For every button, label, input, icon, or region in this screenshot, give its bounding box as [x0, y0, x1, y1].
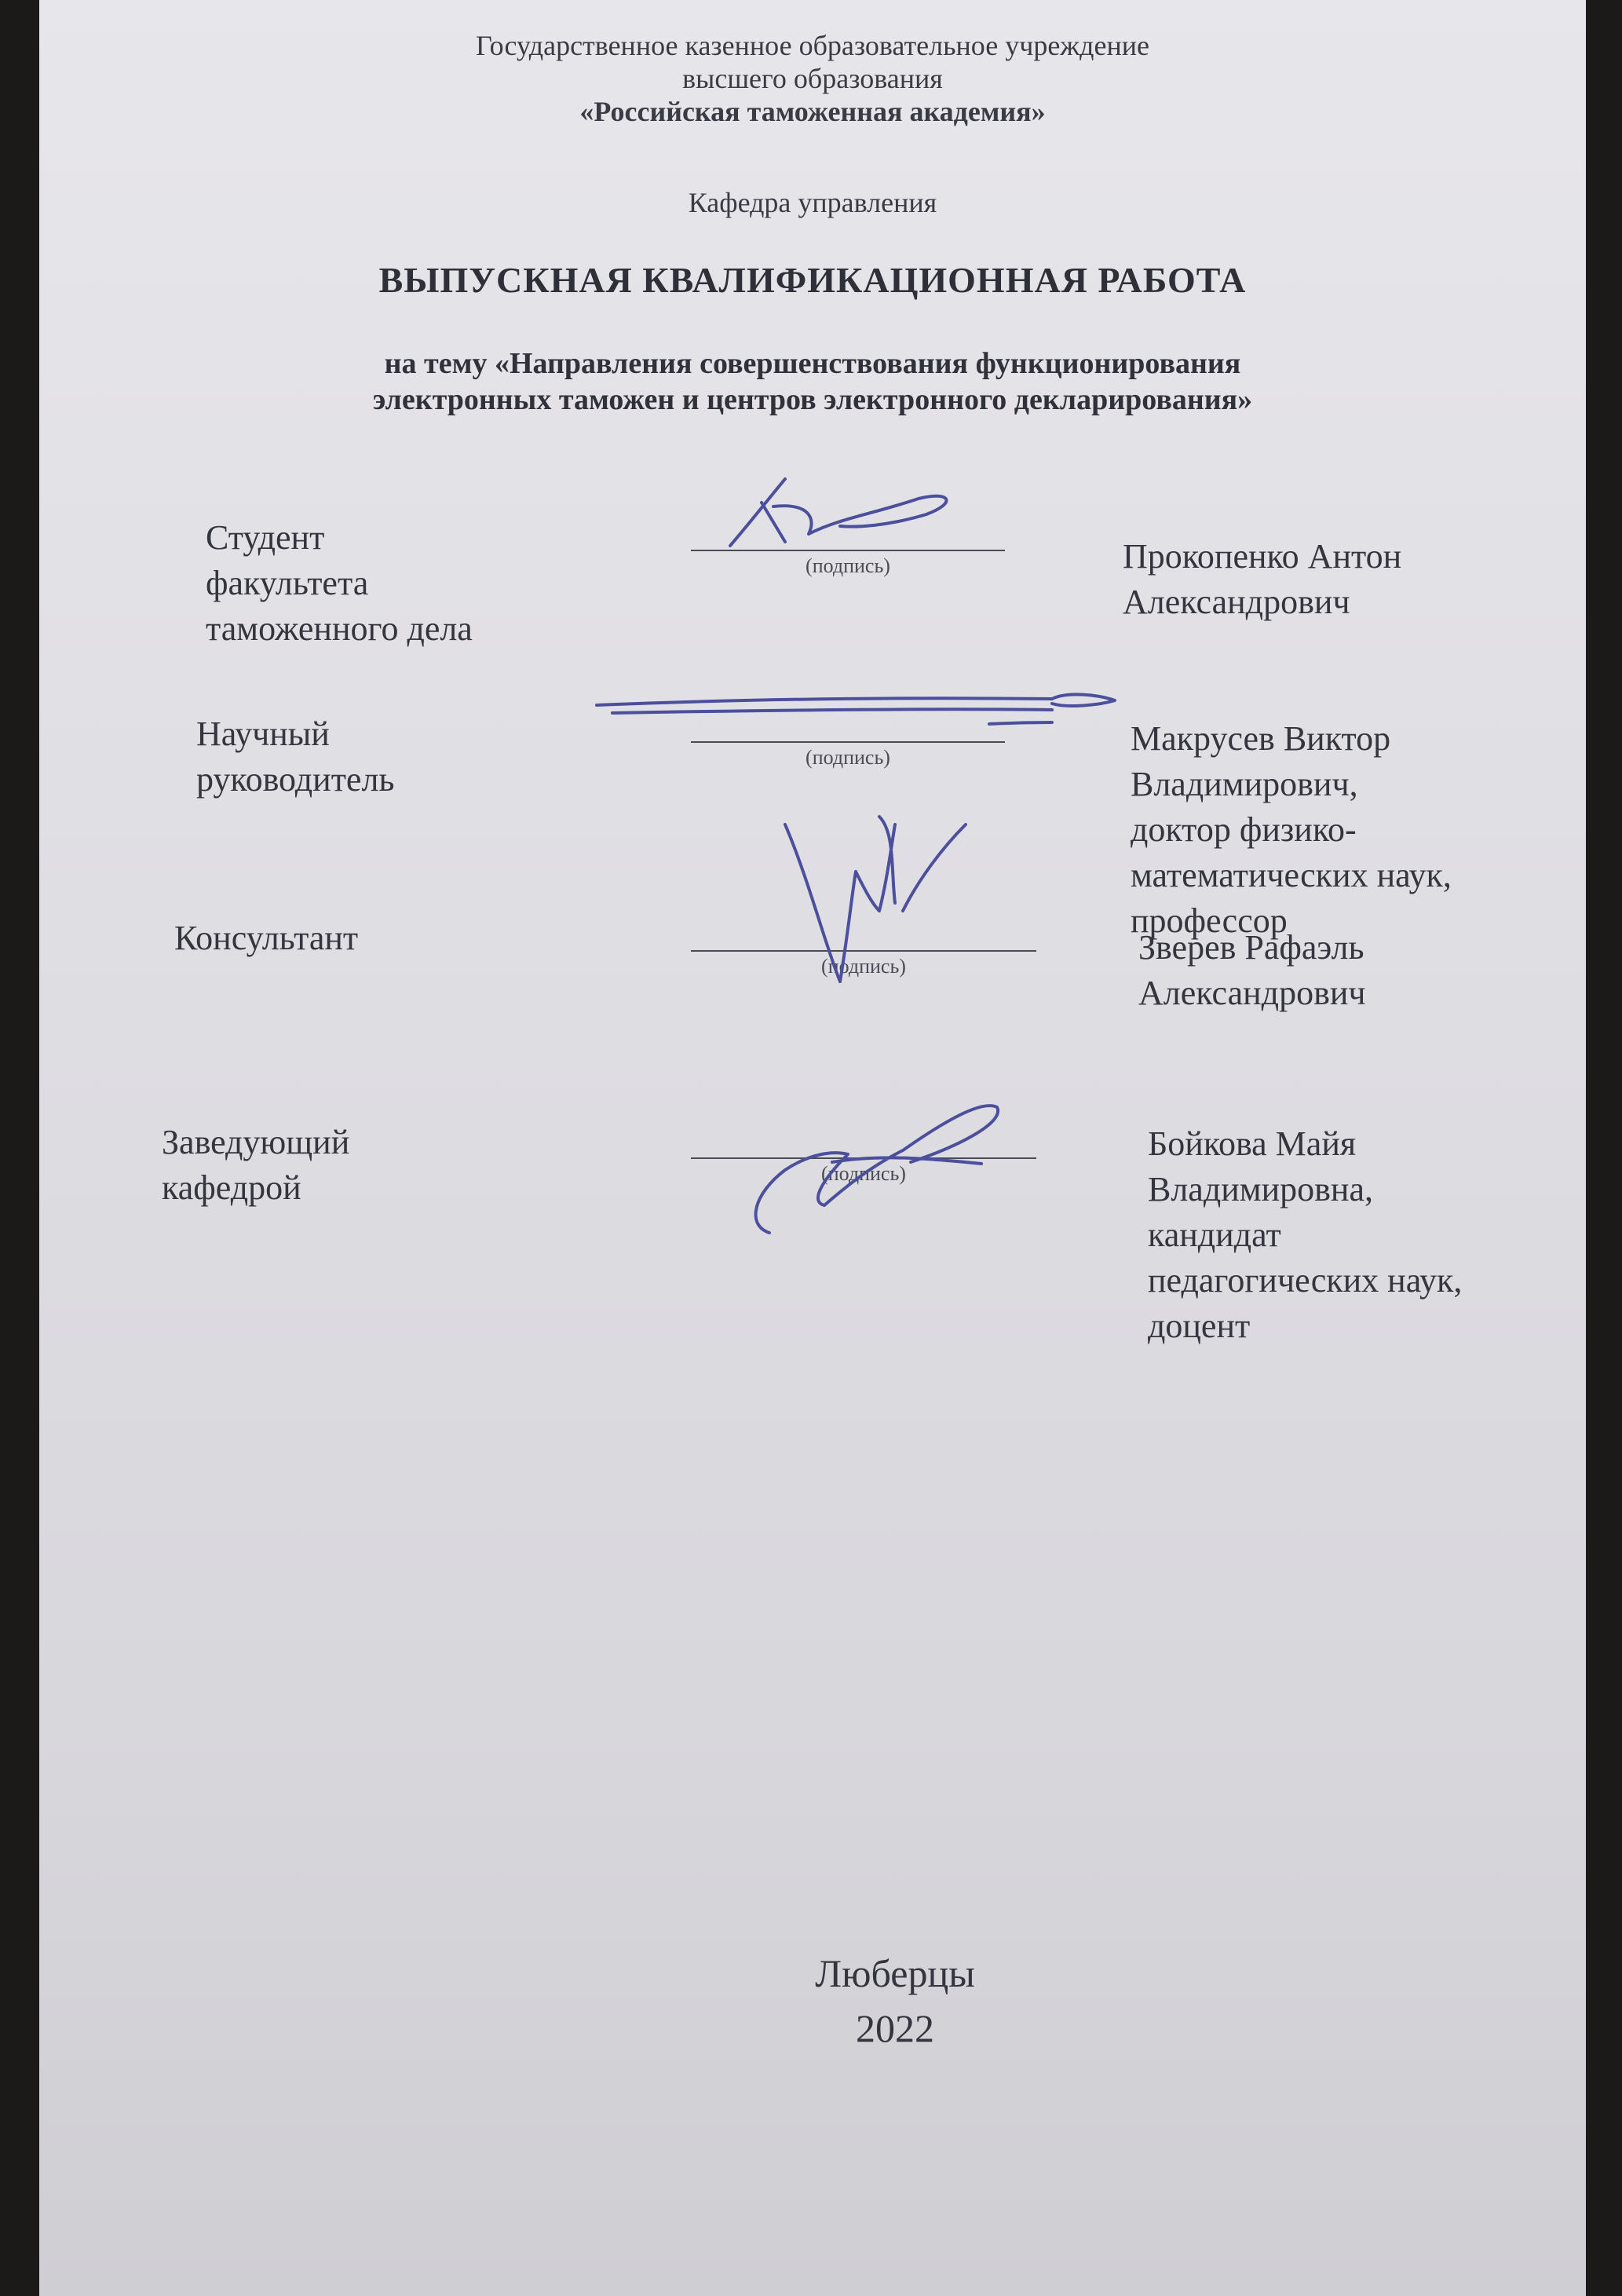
- signature-student: [699, 471, 981, 558]
- signature-caption-consultant: (подпись): [821, 955, 906, 978]
- year: 2022: [856, 2006, 934, 2050]
- signature-head: [722, 1076, 1036, 1249]
- institution-line-2: высшего образования: [682, 63, 943, 94]
- signature-caption-head: (подпись): [821, 1162, 906, 1185]
- signature-caption-supervisor: (подпись): [806, 746, 890, 769]
- signature-caption-student: (подпись): [806, 554, 890, 577]
- document-page: [39, 0, 1586, 2296]
- department-name: Кафедра управления: [688, 187, 937, 218]
- role-head-of-department: Заведующий кафедрой: [162, 1123, 350, 1207]
- name-supervisor: Макрусев Виктор Владимирович, доктор физико- математических наук, профессор: [1131, 719, 1452, 940]
- signature-consultant: [762, 801, 997, 989]
- name-consultant: Зверев Рафаэль Александрович: [1138, 928, 1366, 1012]
- institution-line-1: Государственное казенное образовательное учреждение: [476, 30, 1149, 61]
- name-student: Прокопенко Антон Александрович: [1123, 537, 1402, 621]
- role-consultant: Консультант: [174, 919, 359, 957]
- name-head-of-department: Бойкова Майя Владимировна, кандидат педагогических наук, доцент: [1148, 1124, 1463, 1345]
- role-supervisor: Научный руководитель: [196, 715, 395, 799]
- signature-supervisor: [550, 675, 1115, 738]
- role-student: Студент факультета таможенного дела: [206, 518, 473, 648]
- topic-line-2: электронных таможен и центров электронного декларирования»: [372, 383, 1253, 416]
- city: Люберцы: [815, 1951, 975, 1995]
- topic-line-1: на тему «Направления совершенствования функционирования: [384, 347, 1241, 380]
- signature-line-supervisor: [691, 741, 1005, 743]
- document-title: ВЫПУСКНАЯ КВАЛИФИКАЦИОННАЯ РАБОТА: [378, 260, 1247, 300]
- institution-name: «Российская таможенная академия»: [579, 96, 1046, 127]
